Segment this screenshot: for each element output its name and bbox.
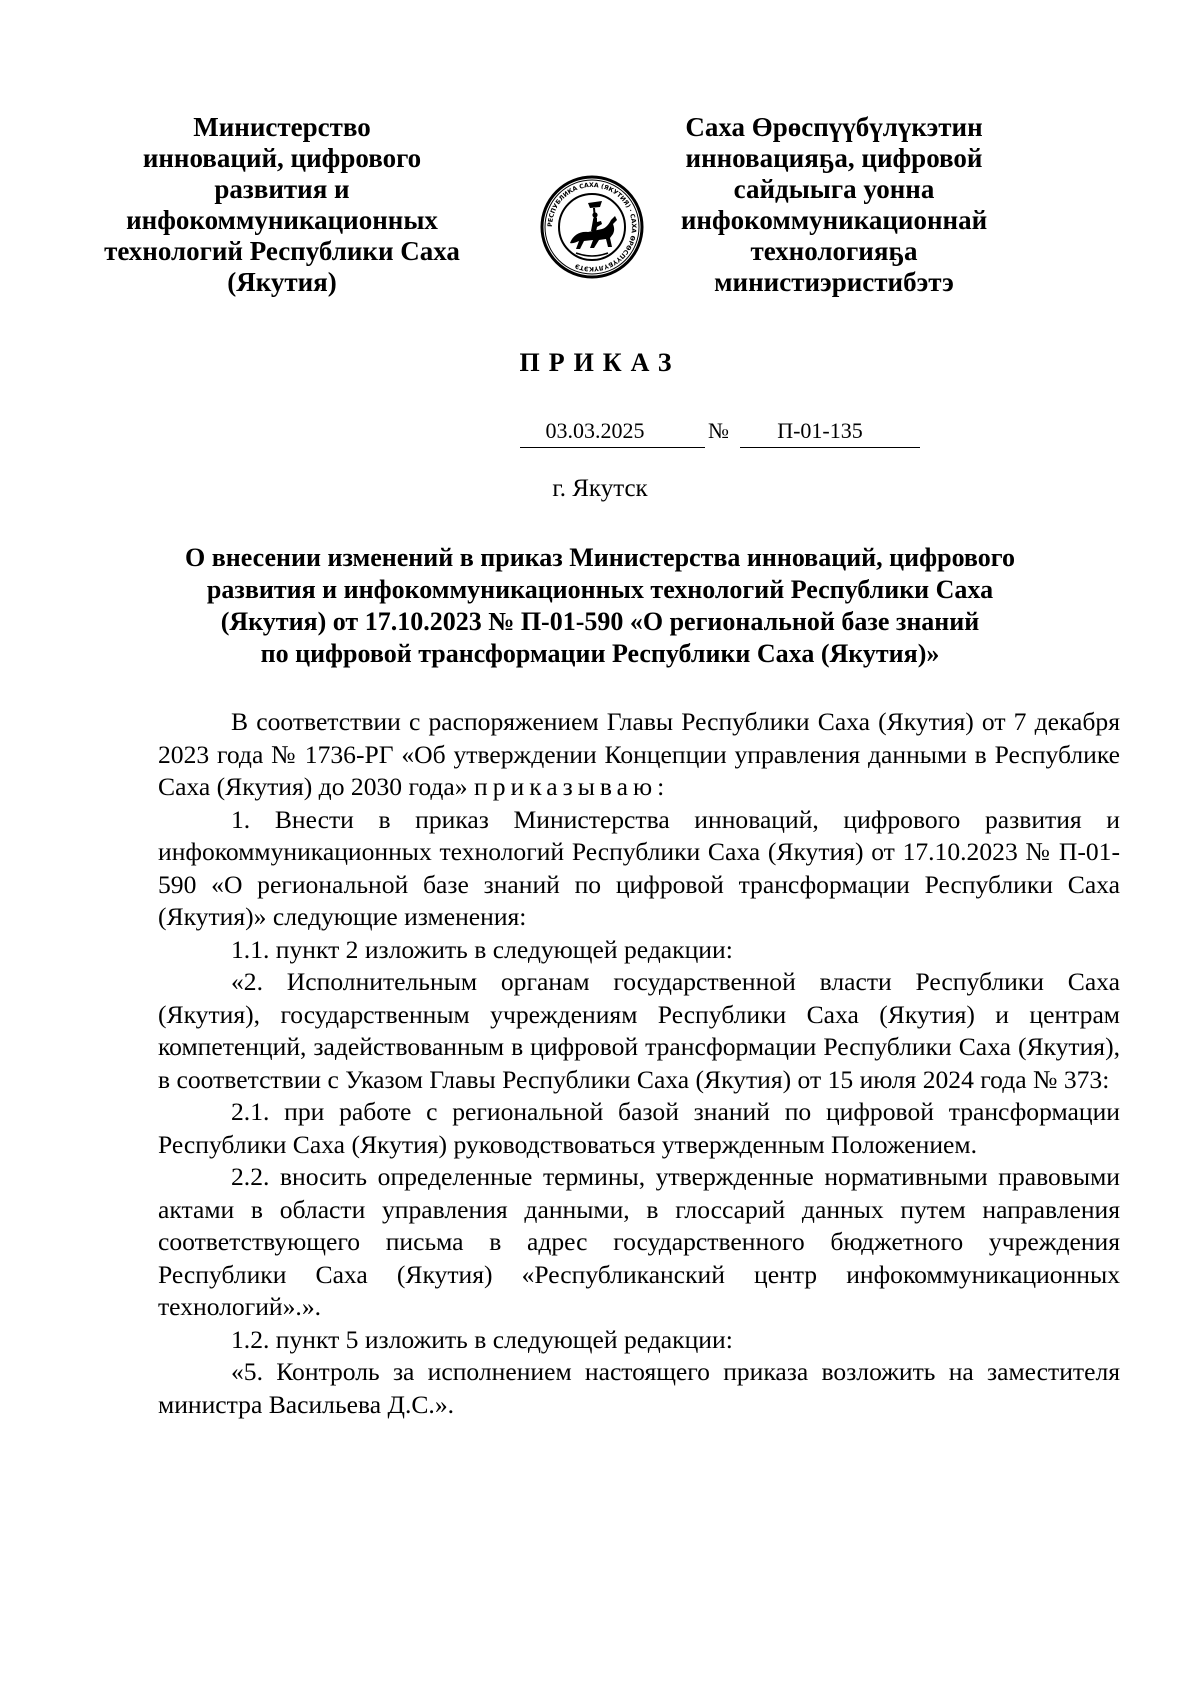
ministry-name-line: Саха Өрөспүүбүлүкэтин — [685, 112, 983, 142]
order-date-number-row — [0, 418, 1200, 452]
coat-of-arms-sakha-icon — [536, 171, 648, 283]
order-number: П-01-135 — [777, 418, 863, 443]
svg-text:РЕСПУБЛИКА САХА (ЯКУТИЯ) · САХ: РЕСПУБЛИКА САХА (ЯКУТИЯ) · САХА ӨРӨСПҮҮБҮЛҮКЭТЭ — [546, 181, 638, 273]
ministry-name-line: министиэристибэтэ — [714, 267, 954, 297]
order-body — [158, 706, 1120, 1421]
ministry-name-line: инновацияҕа, цифровой — [685, 143, 983, 173]
intro-text: В соответствии с распоряжением Главы Республики Саха (Якутия) от 7 декабря 2023 года № 1736-РГ «Об утверждении Концепции управления данными в Республике Саха (Якутия) до 2030 года» — [158, 707, 1120, 801]
ministry-name-russian — [92, 112, 472, 298]
ministry-name-line: (Якутия) — [227, 267, 337, 297]
ministry-name-line: Министерство — [193, 112, 371, 142]
paragraph-1-2: 1.2. пункт 5 изложить в следующей редакции: — [231, 1324, 733, 1354]
ministry-name-line: инфокоммуникационнай — [680, 205, 988, 235]
order-title: ПРИКАЗ — [519, 348, 681, 377]
paragraph-5: «5. Контроль за исполнением настоящего приказа возложить на заместителя министра Васильева Д.С.». — [158, 1357, 1120, 1419]
subject-line: О внесении изменений в приказ Министерства инноваций, цифрового — [185, 543, 1015, 572]
subject-line: развития и инфокоммуникационных технологий Республики Саха — [206, 575, 994, 604]
number-sign: № — [708, 418, 729, 443]
paragraph-2-2: 2.2. вносить определенные термины, утвержденные нормативными правовыми актами в области управления данными, в глоссарий данных путем направления соответствующего письма в адрес государственного бюджетного учреждения Республики Саха (Якутия) «Республиканский центр инфокоммуникационных технологий».». — [158, 1162, 1120, 1321]
subject-line: по цифровой трансформации Республики Саха (Якутия)» — [260, 639, 940, 668]
paragraph-2-1: 2.1. при работе с региональной базой знаний по цифровой трансформации Республики Саха (Якутия) руководствоваться утвержденным Положением. — [158, 1097, 1120, 1159]
order-city: г. Якутск — [552, 475, 648, 502]
paragraph-1: 1. Внести в приказ Министерства инноваций, цифрового развития и инфокоммуникационных технологий Республики Саха (Якутия) от 17.10.2023 № П-01-590 «О региональной базе знаний по цифровой трансформации Республики Саха (Якутия)» следующие изменения: — [158, 804, 1120, 931]
intro-verb: приказываю: — [474, 772, 670, 801]
ministry-name-sakha — [644, 112, 1024, 298]
intro-paragraph — [158, 706, 1120, 804]
ministry-name-line: технологияҕа — [750, 236, 918, 266]
paragraph-1-1: 1.1. пункт 2 изложить в следующей редакции: — [231, 934, 733, 964]
ministry-name-line: инфокоммуникационных — [126, 205, 438, 235]
order-date: 03.03.2025 — [545, 418, 645, 443]
paragraph-2: «2. Исполнительным органам государственной власти Республики Саха (Якутия), государственным учреждениям Республики Саха (Якутия) и центрам компетенций, задействованным в цифровой трансформации Республики Саха (Якутия), в соответствии с Указом Главы Республики Саха (Якутия) от 15 июля 2024 года № 373: — [158, 967, 1120, 1094]
ministry-name-line: инноваций, цифрового — [142, 143, 422, 173]
subject-line: (Якутия) от 17.10.2023 № П-01-590 «О региональной базе знаний — [220, 607, 980, 636]
date-underline — [520, 447, 705, 448]
order-subject — [150, 542, 1050, 670]
ministry-name-line: развития и — [214, 174, 350, 204]
number-underline — [740, 447, 920, 448]
ministry-name-line: технологий Республики Саха — [104, 236, 460, 266]
ministry-name-line: сайдыыга уонна — [733, 174, 935, 204]
